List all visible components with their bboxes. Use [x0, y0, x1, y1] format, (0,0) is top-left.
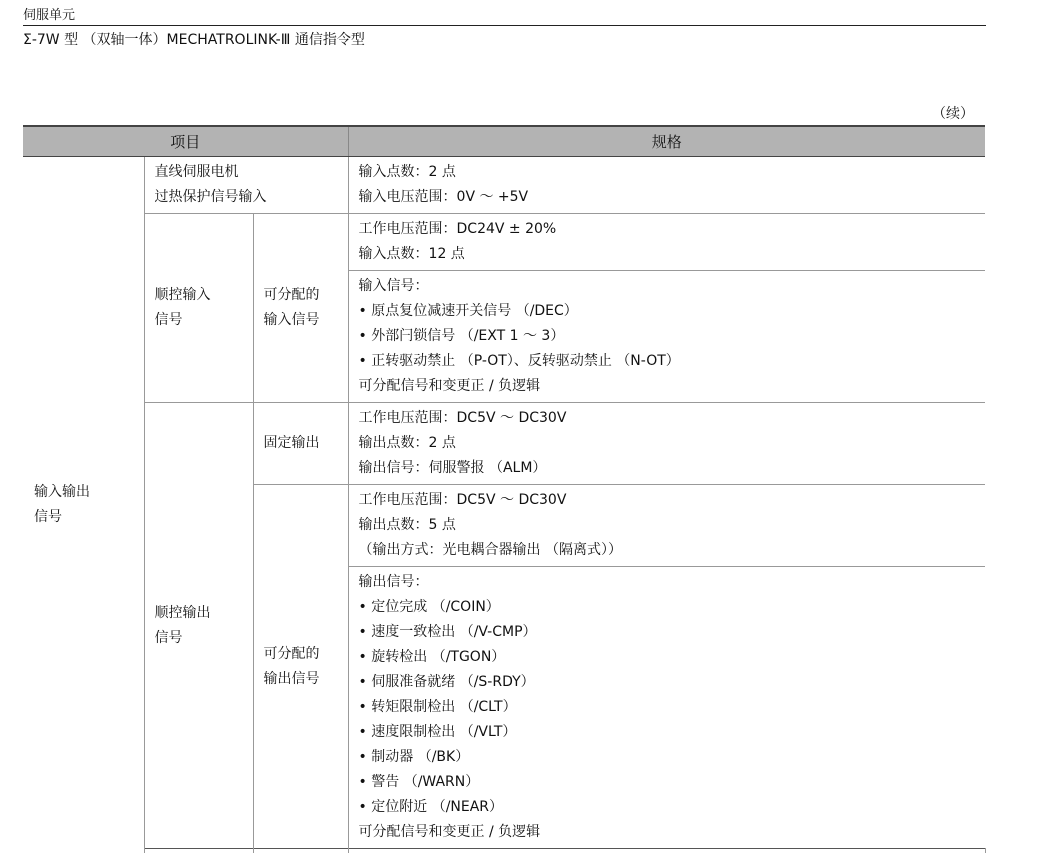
label-line: 信号 [155, 626, 243, 651]
label-line: 顺控输入 [155, 283, 243, 308]
section-subtitle: Σ-7W 型 （双轴一体）MECHATROLINK-Ⅲ 通信指令型 [23, 29, 365, 49]
header-item: 项目 [23, 126, 348, 157]
spec-line: • 原点复位减速开关信号 （/DEC） [359, 299, 976, 324]
continuation-cell [253, 849, 348, 853]
spec-line: • 警告 （/WARN） [359, 770, 976, 795]
spec-line: • 伺服准备就绪 （/S-RDY） [359, 670, 976, 695]
spec-line: 工作电压范围：DC5V ～ DC30V [359, 406, 976, 431]
spec-line: 输出信号： [359, 570, 976, 595]
table-header-row [23, 126, 985, 157]
spec-line: 输出点数：2 点 [359, 431, 976, 456]
label-line: 输出信号 [264, 667, 338, 692]
label-line: 直线伺服电机 [155, 160, 338, 185]
label-line: 输入信号 [264, 308, 338, 333]
section-title: 伺服单元 [23, 4, 75, 23]
table-continuation-row [23, 849, 985, 853]
header-spec: 规格 [348, 126, 985, 157]
label-line: 输入输出 [34, 480, 134, 505]
spec-line: 输出信号：伺服警报 （ALM） [359, 456, 976, 481]
assignable-output-label [253, 485, 348, 849]
header-divider [23, 25, 986, 26]
io-signal-label [23, 157, 144, 853]
label-line: 可分配的 [264, 642, 338, 667]
seq-input-label [144, 214, 253, 403]
spec-line: 输入信号： [359, 274, 976, 299]
spec-line: 输出点数：5 点 [359, 513, 976, 538]
spec-line: 输入点数：2 点 [359, 160, 976, 185]
spec-line: 工作电压范围：DC5V ～ DC30V [359, 488, 976, 513]
label-line: 信号 [155, 308, 243, 333]
spec-line: 工作电压范围：DC24V ± 20% [359, 217, 976, 242]
seq-input-signal-spec [348, 271, 985, 403]
spec-line: • 速度限制检出 （/VLT） [359, 720, 976, 745]
label-line: 顺控输出 [155, 601, 243, 626]
fixed-output-spec [348, 403, 985, 485]
continuation-cell [348, 849, 985, 853]
label-line: 可分配的 [264, 283, 338, 308]
label-line: 信号 [34, 505, 134, 530]
spec-line: • 制动器 （/BK） [359, 745, 976, 770]
spec-line: 可分配信号和变更正 / 负逻辑 [359, 820, 976, 845]
seq-input-voltage-spec [348, 214, 985, 271]
spec-line: • 正转驱动禁止 （P-OT）、反转驱动禁止 （N-OT） [359, 349, 976, 374]
table-row [23, 403, 985, 485]
spec-line: • 转矩限制检出 （/CLT） [359, 695, 976, 720]
spec-line: （输出方式：光电耦合器输出 （隔离式）） [359, 538, 976, 563]
spec-line: • 定位完成 （/COIN） [359, 595, 976, 620]
label-line: 固定输出 [264, 431, 338, 456]
spec-line: • 外部闩锁信号 （/EXT 1 ～ 3） [359, 324, 976, 349]
spec-line: • 速度一致检出 （/V-CMP） [359, 620, 976, 645]
seq-output-label [144, 403, 253, 849]
table-row [23, 214, 985, 271]
spec-line: 输入点数：12 点 [359, 242, 976, 267]
spec-line: 可分配信号和变更正 / 负逻辑 [359, 374, 976, 399]
spec-table [23, 125, 985, 853]
label-line: 过热保护信号输入 [155, 185, 338, 210]
linear-overheat-spec [348, 157, 985, 214]
linear-overheat-label [144, 157, 348, 214]
assignable-output-signal-spec [348, 567, 985, 849]
continuation-cell [144, 849, 253, 853]
spec-line: • 旋转检出 （/TGON） [359, 645, 976, 670]
table-row [23, 157, 985, 214]
continued-label: （续） [932, 103, 974, 123]
spec-line: 输入电压范围：0V ～ +5V [359, 185, 976, 210]
fixed-output-label [253, 403, 348, 485]
assignable-output-voltage-spec [348, 485, 985, 567]
spec-line: • 定位附近 （/NEAR） [359, 795, 976, 820]
seq-input-assignable-label [253, 214, 348, 403]
